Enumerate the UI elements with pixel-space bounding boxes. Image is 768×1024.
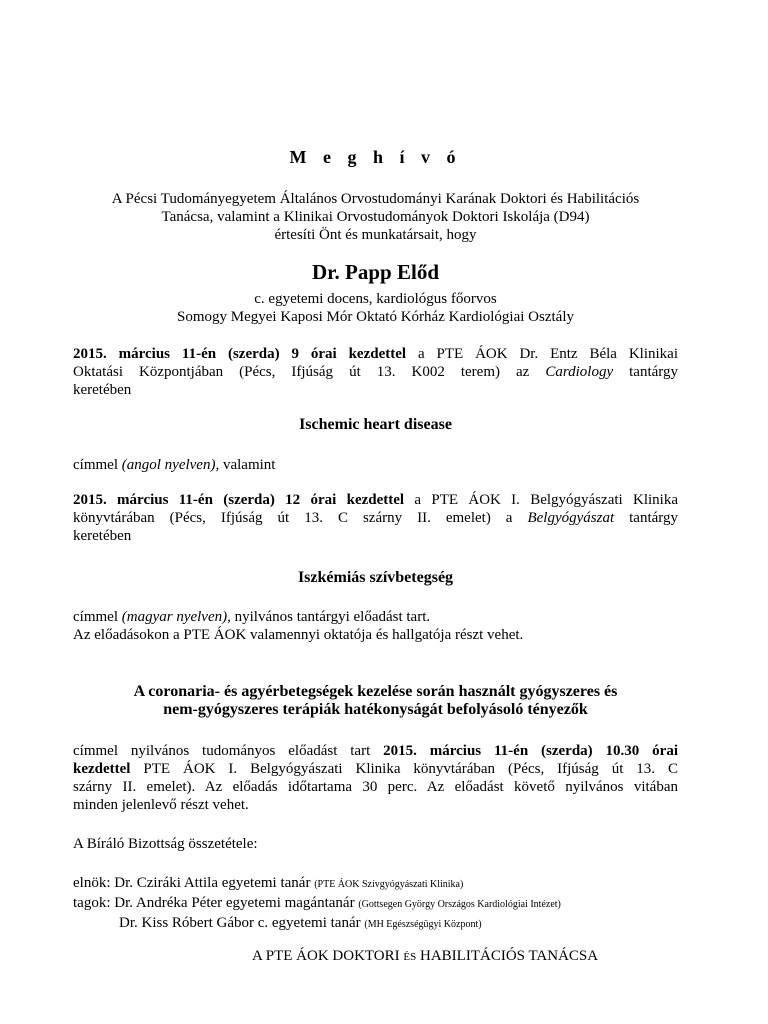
lecture1-line1 [73, 345, 678, 363]
thesis-location: PTE ÁOK I. Belgyógyászati Klinika könyvtárában (Pécs, Ifjúság út 13. C [130, 761, 678, 777]
lecture2-after-pre: címmel [73, 609, 122, 625]
lecture2-title: Iszkémiás szívbetegség [297, 569, 454, 586]
thesis-line2 [73, 760, 678, 778]
signature-part: HABILITÁCIÓS TANÁCSA [416, 948, 599, 964]
thesis-intro-text: címmel nyilvános tudományos előadást tart [73, 743, 384, 759]
signature [252, 947, 672, 966]
thesis-line1 [73, 742, 678, 760]
lecture1-location: a PTE ÁOK Dr. Entz Béla Klinikai [406, 346, 678, 362]
lecture1-address: Oktatási Központjában (Pécs, Ifjúság út 13. K002 terem) az [73, 364, 546, 380]
document-title: M e g h í v ó [289, 147, 462, 167]
lecture1-after-pre: címmel [73, 457, 122, 473]
intro-line: A Pécsi Tudományegyetem Általános Orvostudományi Karának Doktori és Habilitációs [111, 191, 640, 207]
thesis-title [73, 683, 678, 719]
members-label: tagok: [73, 895, 111, 911]
lecture2-line3: keretében [73, 528, 132, 544]
committee-list [73, 874, 693, 934]
committee-heading: A Bíráló Bizottság összetétele: [73, 836, 258, 852]
speaker-position: c. egyetemi docens, kardiológus főorvos [254, 291, 497, 307]
member-institution: (MH Egészségügyi Központ) [364, 919, 482, 930]
intro-paragraph [73, 190, 678, 244]
lecture1-after [73, 456, 678, 474]
member-name: Dr. Andréka Péter egyetemi magántanár [110, 895, 359, 911]
thesis-line3: szárny II. emelet). Az előadás időtartama 30 perc. Az előadást követő nyilvános vitában [73, 779, 678, 795]
lecture2-paragraph [73, 491, 678, 545]
speaker-institution: Somogy Megyei Kaposi Mór Oktató Kórház Kardiológiai Osztály [176, 309, 574, 325]
lecture1-course: Cardiology [545, 364, 614, 380]
lecture2-address: könyvtárában (Pécs, Ifjúság út 13. C szárny II. emelet) a [73, 510, 528, 526]
lecture2-line2 [73, 509, 678, 527]
lecture1-language: (angol nyelven), [121, 457, 220, 473]
lecture-note: Az előadásokon a PTE ÁOK valamennyi oktatója és hallgatója részt vehet. [73, 627, 524, 643]
intro-line: értesíti Önt és munkatársait, hogy [274, 227, 477, 243]
signature-part: A PTE ÁOK DOKTORI [252, 948, 404, 964]
lecture1-paragraph [73, 345, 678, 399]
lecture2-date: 2015. március 11-én (szerda) 12 órai kezdettel [73, 492, 405, 508]
lecture2-after-post: nyilvános tantárgyi előadást tart. [230, 609, 431, 625]
committee-member [73, 914, 693, 934]
lecture2-after-line [73, 608, 678, 626]
lecture2-line1 [73, 491, 678, 509]
intro-line: Tanácsa, valamint a Klinikai Orvostudományok Doktori Iskolája (D94) [161, 209, 590, 225]
thesis-title-line: nem-gyógyszeres terápiák hatékonyságát befolyásoló tényezők [163, 701, 588, 718]
chair-name: Dr. Cziráki Attila egyetemi tanár [110, 875, 315, 891]
thesis-paragraph [73, 742, 678, 814]
lecture1-line2 [73, 363, 678, 381]
lecture2-language: (magyar nyelven), [121, 609, 231, 625]
lecture2-location: a PTE ÁOK I. Belgyógyászati Klinika [404, 492, 678, 508]
speaker-name: Dr. Papp Előd [311, 260, 439, 284]
lecture1-line3: keretében [73, 382, 132, 398]
thesis-time: kezdettel [73, 761, 131, 777]
committee-member [73, 894, 693, 914]
lecture1-date: 2015. március 11-én (szerda) 9 órai kezdettel [73, 346, 407, 362]
chair-institution: (PTE ÁOK Szívgyógyászati Klinika) [314, 879, 464, 890]
signature-part: ÉS [403, 951, 417, 963]
lecture2-course-suffix: tantárgy [614, 510, 678, 526]
member-name: Dr. Kiss Róbert Gábor c. egyetemi tanár [119, 915, 365, 931]
speaker-details [73, 290, 678, 326]
chair-label: elnök: [73, 875, 111, 891]
lecture1-course-suffix: tantárgy [613, 364, 678, 380]
thesis-date: 2015. március 11-én (szerda) 10.30 órai [383, 743, 678, 759]
thesis-line4: minden jelenlevő részt vehet. [73, 797, 249, 813]
lecture1-title: Ischemic heart disease [299, 416, 452, 433]
lecture2-course: Belgyógyászat [527, 510, 615, 526]
thesis-title-line: A coronaria- és agyérbetegségek kezelése során használt gyógyszeres és [133, 683, 618, 700]
member-institution: (Gottsegen György Országos Kardiológiai Intézet) [358, 899, 561, 910]
lecture1-after-post: valamint [219, 457, 276, 473]
lecture2-after [73, 608, 678, 644]
committee-chair [73, 874, 693, 894]
